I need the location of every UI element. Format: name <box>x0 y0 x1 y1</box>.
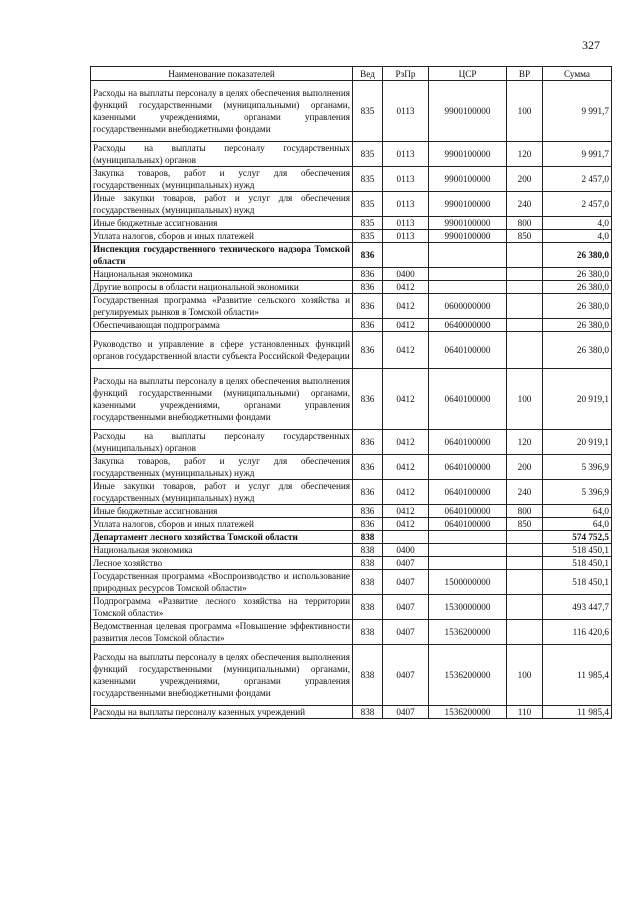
cell-vr: 200 <box>507 455 543 480</box>
table-row <box>91 570 612 595</box>
cell-ved: 838 <box>353 595 383 620</box>
cell-ved: 835 <box>353 217 383 230</box>
cell-name: Расходы на выплаты персоналу в целях обеспечения выполнения функций государственными (муниципальными) органами, казенными учреждениями, органами управления государственными внебюджетными фондами <box>91 81 353 142</box>
cell-ved: 836 <box>353 430 383 455</box>
cell-sum: 11 985,4 <box>543 706 612 719</box>
cell-csr <box>429 281 507 294</box>
table-row <box>91 544 612 557</box>
cell-name: Лесное хозяйство <box>91 557 353 570</box>
cell-vr: 850 <box>507 518 543 531</box>
cell-rzpr: 0407 <box>383 620 429 645</box>
cell-sum: 26 380,0 <box>543 319 612 332</box>
cell-name: Другие вопросы в области национальной экономики <box>91 281 353 294</box>
header-csr: ЦСР <box>429 67 507 81</box>
cell-vr: 240 <box>507 192 543 217</box>
table-row <box>91 706 612 719</box>
page-number: 327 <box>582 38 600 52</box>
cell-sum: 26 380,0 <box>543 243 612 268</box>
cell-vr <box>507 570 543 595</box>
cell-vr <box>507 319 543 332</box>
table-row <box>91 243 612 268</box>
cell-ved: 836 <box>353 518 383 531</box>
cell-rzpr: 0412 <box>383 294 429 319</box>
cell-name: Иные бюджетные ассигнования <box>91 217 353 230</box>
table-row <box>91 332 612 369</box>
cell-vr <box>507 595 543 620</box>
cell-csr: 9900100000 <box>429 192 507 217</box>
table-row <box>91 531 612 544</box>
cell-csr: 0640100000 <box>429 332 507 369</box>
cell-rzpr: 0412 <box>383 281 429 294</box>
cell-ved: 836 <box>353 294 383 319</box>
cell-name: Расходы на выплаты персоналу государственных (муниципальных) органов <box>91 430 353 455</box>
cell-rzpr: 0407 <box>383 706 429 719</box>
table-row <box>91 81 612 142</box>
cell-name: Подпрограмма «Развитие лесного хозяйства на территории Томской области» <box>91 595 353 620</box>
cell-name: Расходы на выплаты персоналу в целях обеспечения выполнения функций государственными (муниципальными) органами, казенными учреждениями, органами управления государственными внебюджетными фондами <box>91 645 353 706</box>
cell-sum: 2 457,0 <box>543 167 612 192</box>
cell-vr <box>507 544 543 557</box>
cell-csr: 9900100000 <box>429 217 507 230</box>
table-body <box>91 81 612 719</box>
cell-vr <box>507 332 543 369</box>
cell-vr: 110 <box>507 706 543 719</box>
cell-vr <box>507 557 543 570</box>
cell-sum: 2 457,0 <box>543 192 612 217</box>
cell-rzpr: 0412 <box>383 480 429 505</box>
cell-name: Ведомственная целевая программа «Повышение эффективности развития лесов Томской области» <box>91 620 353 645</box>
cell-ved: 835 <box>353 167 383 192</box>
cell-csr: 0640100000 <box>429 455 507 480</box>
cell-csr: 9900100000 <box>429 167 507 192</box>
cell-rzpr: 0113 <box>383 81 429 142</box>
table-row <box>91 557 612 570</box>
cell-csr: 1530000000 <box>429 595 507 620</box>
cell-ved: 835 <box>353 142 383 167</box>
cell-rzpr: 0412 <box>383 319 429 332</box>
table-row <box>91 645 612 706</box>
header-vr: ВР <box>507 67 543 81</box>
cell-name: Иные закупки товаров, работ и услуг для обеспечения государственных (муниципальных) нужд <box>91 192 353 217</box>
cell-sum: 26 380,0 <box>543 281 612 294</box>
cell-vr <box>507 531 543 544</box>
cell-csr <box>429 557 507 570</box>
cell-csr <box>429 243 507 268</box>
table-row <box>91 369 612 430</box>
cell-csr: 0640100000 <box>429 480 507 505</box>
cell-csr: 9900100000 <box>429 142 507 167</box>
cell-rzpr: 0113 <box>383 217 429 230</box>
table-row <box>91 480 612 505</box>
table-row <box>91 595 612 620</box>
cell-name: Расходы на выплаты персоналу государственных (муниципальных) органов <box>91 142 353 167</box>
cell-sum: 64,0 <box>543 505 612 518</box>
cell-vr: 850 <box>507 230 543 243</box>
cell-sum: 9 991,7 <box>543 142 612 167</box>
cell-vr <box>507 243 543 268</box>
cell-ved: 836 <box>353 480 383 505</box>
cell-vr: 200 <box>507 167 543 192</box>
cell-rzpr: 0412 <box>383 455 429 480</box>
cell-csr <box>429 531 507 544</box>
cell-rzpr: 0412 <box>383 369 429 430</box>
cell-ved: 838 <box>353 570 383 595</box>
cell-name: Департамент лесного хозяйства Томской области <box>91 531 353 544</box>
cell-ved: 836 <box>353 369 383 430</box>
cell-sum: 11 985,4 <box>543 645 612 706</box>
cell-ved: 838 <box>353 557 383 570</box>
cell-name: Государственная программа «Воспроизводство и использование природных ресурсов Томской области» <box>91 570 353 595</box>
cell-csr: 0640100000 <box>429 430 507 455</box>
cell-name: Иные закупки товаров, работ и услуг для обеспечения государственных (муниципальных) нужд <box>91 480 353 505</box>
cell-sum: 493 447,7 <box>543 595 612 620</box>
header-sum: Сумма <box>543 67 612 81</box>
table-row <box>91 217 612 230</box>
cell-rzpr: 0113 <box>383 167 429 192</box>
table-row <box>91 505 612 518</box>
table-row <box>91 142 612 167</box>
cell-sum: 5 396,9 <box>543 455 612 480</box>
cell-csr: 9900100000 <box>429 230 507 243</box>
cell-rzpr: 0412 <box>383 518 429 531</box>
cell-name: Расходы на выплаты персоналу казенных учреждений <box>91 706 353 719</box>
cell-vr: 800 <box>507 217 543 230</box>
cell-csr: 0640100000 <box>429 518 507 531</box>
cell-name: Обеспечивающая подпрограмма <box>91 319 353 332</box>
cell-vr <box>507 281 543 294</box>
table-row <box>91 430 612 455</box>
table-row <box>91 192 612 217</box>
cell-vr: 100 <box>507 81 543 142</box>
cell-rzpr: 0113 <box>383 192 429 217</box>
cell-sum: 26 380,0 <box>543 294 612 319</box>
table-row <box>91 319 612 332</box>
cell-sum: 20 919,1 <box>543 430 612 455</box>
cell-sum: 574 752,5 <box>543 531 612 544</box>
cell-sum: 64,0 <box>543 518 612 531</box>
cell-rzpr: 0113 <box>383 230 429 243</box>
header-ved: Вед <box>353 67 383 81</box>
cell-csr: 0640000000 <box>429 319 507 332</box>
cell-sum: 5 396,9 <box>543 480 612 505</box>
cell-name: Руководство и управление в сфере установленных функций органов государственной власти субъекта Российской Федерации <box>91 332 353 369</box>
cell-name: Национальная экономика <box>91 268 353 281</box>
table-row <box>91 518 612 531</box>
cell-ved: 836 <box>353 505 383 518</box>
cell-vr <box>507 620 543 645</box>
cell-ved: 835 <box>353 81 383 142</box>
cell-ved: 835 <box>353 192 383 217</box>
cell-rzpr: 0412 <box>383 332 429 369</box>
cell-name: Инспекция государственного технического надзора Томской области <box>91 243 353 268</box>
cell-vr: 120 <box>507 142 543 167</box>
cell-vr <box>507 268 543 281</box>
cell-rzpr: 0400 <box>383 268 429 281</box>
cell-sum: 26 380,0 <box>543 268 612 281</box>
cell-rzpr <box>383 243 429 268</box>
cell-vr: 100 <box>507 369 543 430</box>
cell-ved: 838 <box>353 544 383 557</box>
cell-name: Уплата налогов, сборов и иных платежей <box>91 518 353 531</box>
cell-sum: 20 919,1 <box>543 369 612 430</box>
cell-sum: 518 450,1 <box>543 544 612 557</box>
table-header-row <box>91 67 612 81</box>
cell-vr: 120 <box>507 430 543 455</box>
cell-rzpr: 0412 <box>383 430 429 455</box>
cell-sum: 9 991,7 <box>543 81 612 142</box>
cell-sum: 518 450,1 <box>543 570 612 595</box>
cell-csr: 1536200000 <box>429 706 507 719</box>
cell-name: Закупка товаров, работ и услуг для обеспечения государственных (муниципальных) нужд <box>91 167 353 192</box>
table-row <box>91 268 612 281</box>
cell-rzpr: 0407 <box>383 557 429 570</box>
cell-name: Национальная экономика <box>91 544 353 557</box>
cell-sum: 4,0 <box>543 230 612 243</box>
cell-csr: 1536200000 <box>429 645 507 706</box>
cell-csr: 0640100000 <box>429 505 507 518</box>
cell-ved: 836 <box>353 243 383 268</box>
cell-ved: 838 <box>353 620 383 645</box>
table-row <box>91 230 612 243</box>
cell-name: Расходы на выплаты персоналу в целях обеспечения выполнения функций государственными (муниципальными) органами, казенными учреждениями, органами управления государственными внебюджетными фондами <box>91 369 353 430</box>
cell-name: Уплата налогов, сборов и иных платежей <box>91 230 353 243</box>
cell-csr: 1500000000 <box>429 570 507 595</box>
cell-ved: 838 <box>353 531 383 544</box>
cell-rzpr: 0113 <box>383 142 429 167</box>
table-row <box>91 620 612 645</box>
cell-vr: 100 <box>507 645 543 706</box>
cell-vr: 240 <box>507 480 543 505</box>
header-rzpr: РзПр <box>383 67 429 81</box>
cell-sum: 4,0 <box>543 217 612 230</box>
cell-ved: 836 <box>353 455 383 480</box>
cell-rzpr: 0407 <box>383 645 429 706</box>
cell-csr: 0600000000 <box>429 294 507 319</box>
cell-ved: 835 <box>353 230 383 243</box>
cell-csr: 0640100000 <box>429 369 507 430</box>
cell-sum: 518 450,1 <box>543 557 612 570</box>
cell-ved: 836 <box>353 268 383 281</box>
cell-rzpr: 0407 <box>383 595 429 620</box>
cell-csr <box>429 544 507 557</box>
cell-rzpr: 0412 <box>383 505 429 518</box>
table-row <box>91 455 612 480</box>
cell-sum: 116 420,6 <box>543 620 612 645</box>
cell-ved: 838 <box>353 645 383 706</box>
cell-ved: 838 <box>353 706 383 719</box>
cell-vr <box>507 294 543 319</box>
cell-vr: 800 <box>507 505 543 518</box>
table-row <box>91 281 612 294</box>
cell-ved: 836 <box>353 332 383 369</box>
table-row <box>91 294 612 319</box>
cell-ved: 836 <box>353 281 383 294</box>
table-row <box>91 167 612 192</box>
cell-csr: 1536200000 <box>429 620 507 645</box>
cell-sum: 26 380,0 <box>543 332 612 369</box>
cell-rzpr: 0400 <box>383 544 429 557</box>
header-name: Наименование показателей <box>91 67 353 81</box>
cell-name: Закупка товаров, работ и услуг для обеспечения государственных (муниципальных) нужд <box>91 455 353 480</box>
cell-name: Государственная программа «Развитие сельского хозяйства и регулируемых рынков в Томской области» <box>91 294 353 319</box>
budget-table <box>90 66 612 719</box>
cell-ved: 836 <box>353 319 383 332</box>
cell-csr: 9900100000 <box>429 81 507 142</box>
cell-rzpr: 0407 <box>383 570 429 595</box>
cell-csr <box>429 268 507 281</box>
cell-name: Иные бюджетные ассигнования <box>91 505 353 518</box>
cell-rzpr <box>383 531 429 544</box>
